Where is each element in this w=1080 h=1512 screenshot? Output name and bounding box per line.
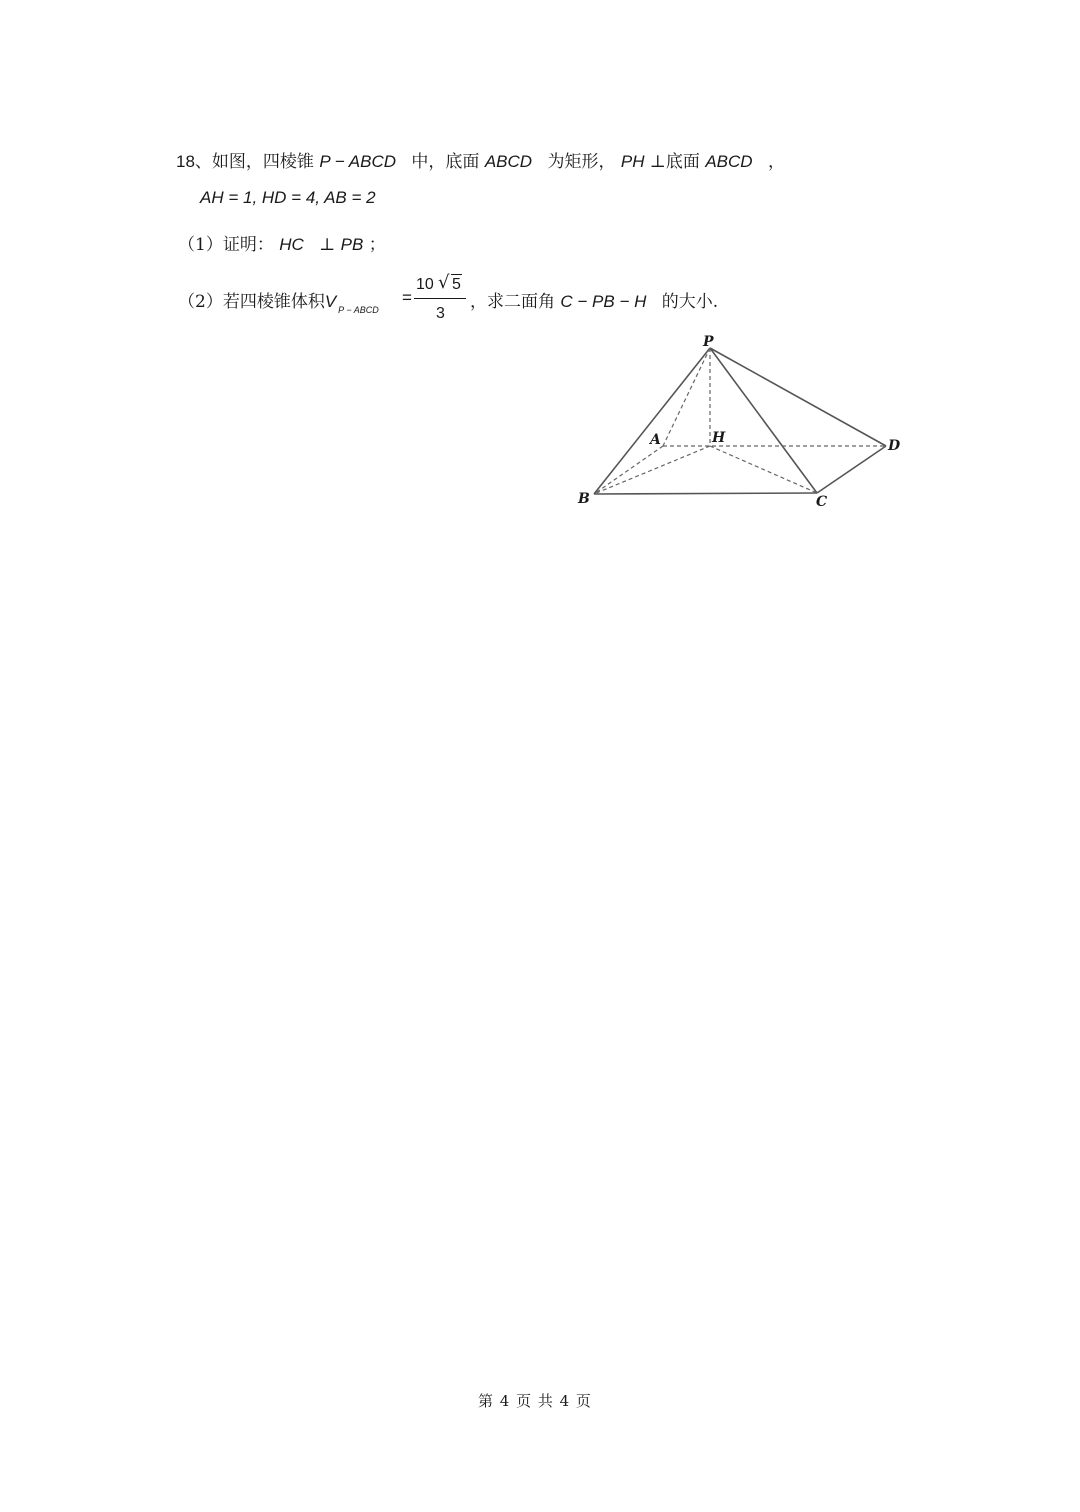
part-2-tail: 的大小. <box>661 292 719 312</box>
segment-hb <box>594 446 710 494</box>
label-h: H <box>712 430 726 446</box>
part-2-label: （2）若四棱锥体积 <box>178 292 325 312</box>
edge-bc <box>594 493 817 494</box>
problem-given-values: AH = 1, HD = 4, AB = 2 <box>200 188 376 207</box>
pyramid-name: P − ABCD <box>319 152 397 171</box>
problem-line-1-tail: ， <box>767 152 785 172</box>
fraction-denominator: 3 <box>436 305 445 322</box>
edge-pd <box>710 348 886 446</box>
sqrt-icon: √ <box>438 272 450 293</box>
label-a: A <box>650 432 661 448</box>
edge-pc <box>710 348 817 493</box>
edge-ab <box>594 446 663 494</box>
part-1-rhs: PB <box>340 235 364 254</box>
part-2-mid-text: ，求二面角 <box>470 292 555 312</box>
segment-hc <box>710 446 817 493</box>
edge-cd <box>817 446 886 493</box>
perpendicular-text: ⊥底面 <box>649 152 700 172</box>
dihedral-angle: C − PB − H <box>560 292 647 311</box>
page-footer: 第 4 页 共 4 页 <box>478 1392 592 1410</box>
segment-ph: PH <box>620 152 645 171</box>
problem-lead-text: 、如图，四棱锥 <box>194 152 314 172</box>
part-1-label: （1）证明： <box>178 235 274 255</box>
label-p: P <box>703 334 714 350</box>
label-c: C <box>816 494 828 510</box>
part-1-perp: ⊥ <box>319 235 336 255</box>
label-d: D <box>888 438 901 454</box>
part-1-tail: ； <box>368 235 386 255</box>
radicand: 5 <box>452 276 461 293</box>
edge-pb <box>594 348 710 494</box>
part-1-lhs: HC <box>279 235 304 254</box>
label-b: B <box>578 491 590 507</box>
problem-mid-text-2: 为矩形， <box>547 152 616 172</box>
volume-subscript: P − ABCD <box>338 305 379 315</box>
volume-equals: = <box>402 288 412 307</box>
problem-number: 18 <box>176 152 195 171</box>
base-name-2: ABCD <box>705 152 753 171</box>
problem-mid-text-1: 中，底面 <box>411 152 480 172</box>
numerator-coefficient: 10 <box>416 276 434 293</box>
volume-symbol: V <box>324 292 337 311</box>
base-name-1: ABCD <box>484 152 533 171</box>
